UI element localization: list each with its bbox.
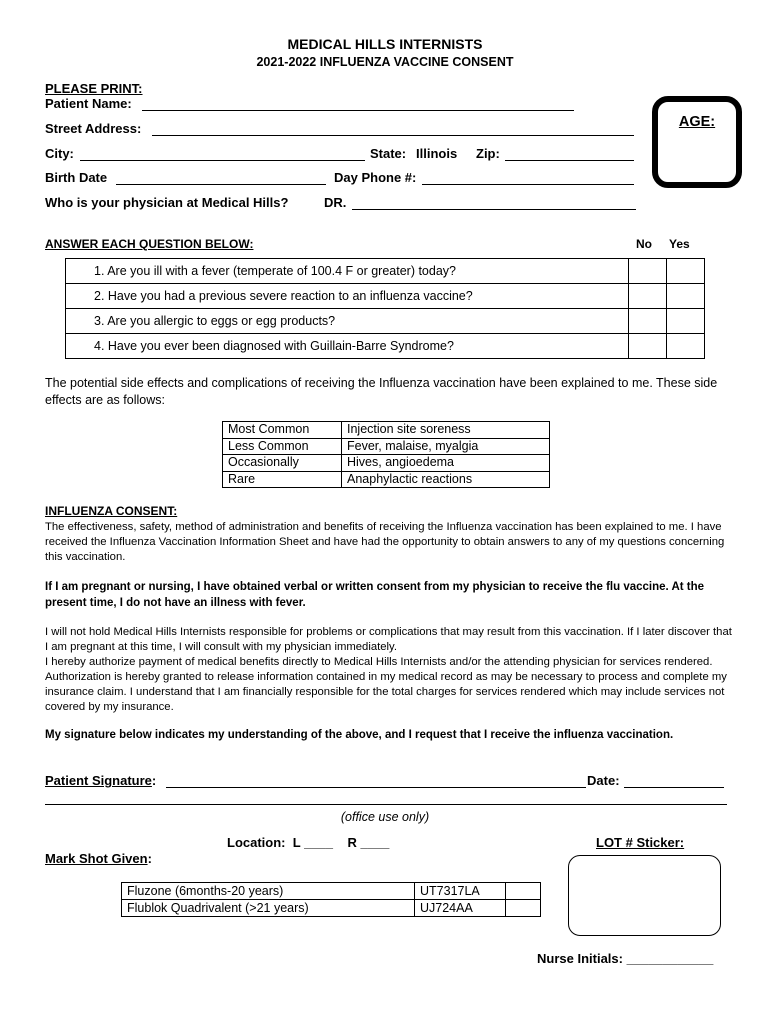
lot-sticker-label: LOT # Sticker: (596, 835, 685, 850)
zip-field[interactable] (505, 160, 634, 161)
answer-no-box[interactable] (629, 259, 667, 284)
dr-label: DR. (324, 195, 347, 210)
physician-field[interactable] (352, 209, 636, 210)
questions-table (65, 258, 705, 359)
side-effect-row (223, 422, 550, 439)
city-label: City: (45, 146, 74, 161)
day-phone-field[interactable] (422, 184, 634, 185)
date-field[interactable] (624, 787, 724, 788)
answer-yes-box[interactable] (667, 259, 705, 284)
age-box[interactable] (652, 96, 742, 188)
mark-shot-colon: : (147, 851, 152, 866)
birth-date-label: Birth Date (45, 170, 108, 185)
question-text: 4. Have you ever been diagnosed with Guillain-Barre Syndrome? (66, 334, 629, 359)
city-field[interactable] (80, 160, 365, 161)
nurse-initials[interactable]: Nurse Initials: ____________ (537, 951, 714, 966)
form-title: 2021-2022 INFLUENZA VACCINE CONSENT (256, 55, 514, 69)
date-colon: : (615, 773, 620, 788)
question-row (66, 259, 705, 284)
side-effects-table (222, 421, 550, 488)
state-value: Illinois (416, 146, 458, 161)
office-divider (45, 804, 727, 805)
question-text: 1. Are you ill with a fever (temperate of 100.4 F or greater) today? (66, 259, 629, 284)
questions-heading: ANSWER EACH QUESTION BELOW: (45, 237, 254, 251)
consent-paragraph-4: I hereby authorize payment of medical benefits directly to Medical Hills Internists and/or the attending physician for services rendered. Authorization is hereby granted to release information contained in my medical record as may be necessary to process and complete my insurance claim. I understand that I am financially responsible for the total charges for services rendered which may include services not covered by my insurance. (45, 656, 727, 713)
office-use-label: (office use only) (340, 810, 430, 824)
answer-yes-box[interactable] (667, 284, 705, 309)
birth-date-field[interactable] (116, 184, 326, 185)
street-address-label: Street Address: (45, 121, 142, 136)
side-effects-intro: The potential side effects and complications of receiving the Influenza vaccination have been explained to me. These side effects are as follows: (45, 376, 718, 407)
effect-cell: Injection site soreness (342, 422, 550, 439)
location-row (227, 835, 389, 850)
vaccine-name: Fluzone (6months-20 years) (122, 883, 415, 900)
question-text: 2. Have you had a previous severe reaction to an influenza vaccine? (66, 284, 629, 309)
consent-paragraph-3: I will not hold Medical Hills Internists responsible for problems or complications that may result from this vaccination. If I later discover that I am pregnant at this time, I will consult with my physician immediately. (45, 626, 732, 653)
vaccine-check-box[interactable] (506, 883, 541, 900)
question-row (66, 334, 705, 359)
vaccine-row (122, 900, 541, 917)
vaccine-name: Flublok Quadrivalent (>21 years) (122, 900, 415, 917)
consent-paragraph-1: The effectiveness, safety, method of administration and benefits of receiving the Influenza vaccination has been explained to me. I have received the Influenza Vaccination Information Sheet and have had the opportunity to obtain answers to any of my questions concerning this vaccination. (45, 521, 725, 563)
patient-name-field[interactable] (142, 110, 574, 111)
date-label: Date (587, 773, 616, 788)
vaccine-check-box[interactable] (506, 900, 541, 917)
age-label: AGE: (678, 114, 716, 130)
please-print-label: PLEASE PRINT: (45, 81, 143, 96)
frequency-cell: Rare (223, 471, 342, 488)
question-row (66, 284, 705, 309)
signature-row (45, 773, 156, 788)
answer-no-box[interactable] (629, 284, 667, 309)
vaccine-lot: UT7317LA (415, 883, 506, 900)
effect-cell: Fever, malaise, myalgia (342, 438, 550, 455)
question-row (66, 309, 705, 334)
signature-colon: : (151, 773, 157, 788)
right-label: R (347, 835, 357, 850)
location-label: Location: (227, 835, 286, 850)
side-effect-row (223, 471, 550, 488)
frequency-cell: Most Common (223, 422, 342, 439)
effect-cell: Anaphylactic reactions (342, 471, 550, 488)
answer-yes-box[interactable] (667, 309, 705, 334)
vaccine-table (121, 882, 541, 917)
zip-label: Zip: (476, 146, 500, 161)
patient-signature-label: Patient Signature (45, 773, 152, 788)
left-label: L (292, 835, 301, 850)
lot-sticker-box[interactable] (568, 855, 721, 936)
no-column-header: No (636, 237, 652, 251)
answer-no-box[interactable] (629, 334, 667, 359)
mark-shot-label: Mark Shot Given (45, 851, 148, 866)
patient-name-label: Patient Name: (45, 96, 132, 111)
consent-heading: INFLUENZA CONSENT: (45, 504, 178, 518)
left-blank[interactable]: ____ (304, 835, 333, 850)
consent-paragraph-5: My signature below indicates my understanding of the above, and I request that I receive the influenza vaccination. (45, 729, 674, 741)
side-effect-row (223, 455, 550, 472)
street-address-field[interactable] (152, 135, 634, 136)
state-label: State: (370, 146, 407, 161)
vaccine-lot: UJ724AA (415, 900, 506, 917)
frequency-cell: Occasionally (223, 455, 342, 472)
effect-cell: Hives, angioedema (342, 455, 550, 472)
frequency-cell: Less Common (223, 438, 342, 455)
side-effect-row (223, 438, 550, 455)
yes-column-header: Yes (669, 237, 690, 251)
question-text: 3. Are you allergic to eggs or egg products? (66, 309, 629, 334)
patient-signature-field[interactable] (166, 787, 586, 788)
physician-question: Who is your physician at Medical Hills? (45, 195, 289, 210)
org-title: MEDICAL HILLS INTERNISTS (287, 36, 483, 52)
right-blank[interactable]: ____ (360, 835, 390, 850)
consent-paragraph-2: If I am pregnant or nursing, I have obtained verbal or written consent from my physician to receive the flu vaccine. At the present time, I do not have an illness with fever. (45, 581, 705, 609)
vaccine-row (122, 883, 541, 900)
answer-yes-box[interactable] (667, 334, 705, 359)
answer-no-box[interactable] (629, 309, 667, 334)
day-phone-label: Day Phone #: (334, 170, 417, 185)
mark-shot-row (45, 851, 152, 866)
date-row (587, 773, 620, 788)
